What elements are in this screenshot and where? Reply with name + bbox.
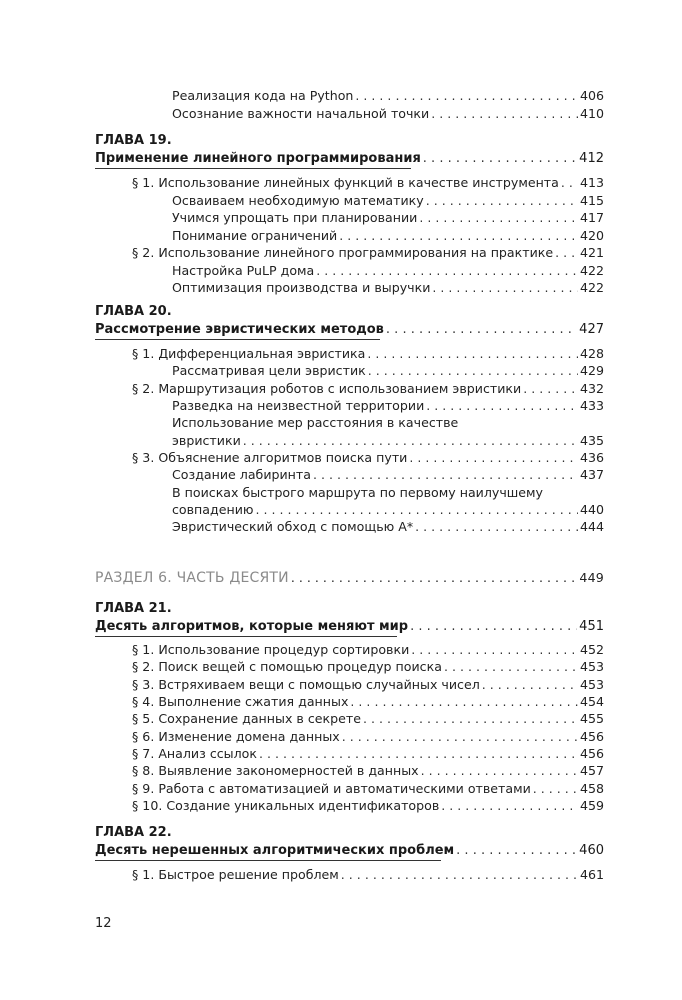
entry-title: Реализация кода на Python (172, 88, 354, 103)
toc-entry: § 3. Объяснение алгоритмов поиска пути . . . 436 (132, 449, 604, 467)
chapter-underline (95, 636, 397, 637)
chapter-21-heading: ГЛАВА 21. (95, 601, 172, 616)
toc-entry: § 1. Использование процедур сортировки . . . 452 (132, 641, 604, 659)
chapter-underline (95, 168, 411, 169)
toc-entry: Создание лабиринта . . . 437 (172, 466, 604, 484)
chapter-21-title: Десять алгоритмов, которые меняют мир . . . 451 (95, 618, 604, 636)
toc-entry: § 6. Изменение домена данных . . . 456 (132, 728, 604, 746)
entry-first-line: В поисках быстрого маршрута по первому наилучшему (172, 485, 544, 500)
toc-entry: § 2. Маршрутизация роботов с использованием эвристики . . . 432 (132, 380, 604, 398)
toc-entry: § 9. Работа с автоматизацией и автоматическими ответами . . . 458 (132, 780, 604, 798)
toc-entry (172, 87, 604, 105)
entry-first-line: Использование мер расстояния в качестве (172, 415, 459, 430)
chapter-underline (95, 339, 380, 340)
entry-title: Осознание важности начальной точки (172, 106, 430, 121)
toc-entry: § 1. Использование линейных функций в качестве инструмента . . . 413 (132, 174, 604, 192)
toc-entry: эвристики . . . 435 (172, 432, 604, 450)
chapter-22-heading: ГЛАВА 22. (95, 825, 172, 840)
chapter-19-heading: ГЛАВА 19. (95, 133, 172, 148)
toc-entry: § 1. Дифференциальная эвристика . . . 428 (132, 345, 604, 363)
chapter-20-title: Рассмотрение эвристических методов . . . 427 (95, 321, 604, 339)
toc-entry: § 4. Выполнение сжатия данных . . . 454 (132, 693, 604, 711)
toc-entry: Разведка на неизвестной территории . . . 433 (172, 397, 604, 415)
chapter-22-title: Десять нерешенных алгоритмических проблем . . . 460 (95, 842, 604, 860)
section-6-heading: РАЗДЕЛ 6. ЧАСТЬ ДЕСЯТИ . . . 449 (95, 569, 604, 587)
toc-entry: § 2. Поиск вещей с помощью процедур поиска . . . 453 (132, 658, 604, 676)
chapter-20-heading: ГЛАВА 20. (95, 304, 172, 319)
toc-entry: § 2. Использование линейного программирования на практике . . . 421 (132, 244, 604, 262)
toc-entry: Осваиваем необходимую математику . . . 415 (172, 192, 604, 210)
chapter-underline (95, 860, 441, 861)
toc-entry: Оптимизация производства и выручки . . . 422 (172, 279, 604, 297)
toc-entry: Эвристический обход с помощью A* . . . 444 (172, 518, 604, 536)
toc-entry: Понимание ограничений . . . 420 (172, 227, 604, 245)
entry-page: 410 (579, 106, 604, 121)
toc-entry: Учимся упрощать при планировании . . . 417 (172, 209, 604, 227)
page-number: 12 (95, 916, 112, 931)
toc-entry: § 1. Быстрое решение проблем . . . 461 (132, 866, 604, 884)
toc-entry: Рассматривая цели эвристик . . . 429 (172, 362, 604, 380)
toc-entry: § 5. Сохранение данных в секрете . . . 455 (132, 710, 604, 728)
entry-page: 406 (579, 88, 604, 103)
toc-entry: § 8. Выявление закономерностей в данных . . . 457 (132, 762, 604, 780)
toc-entry (172, 105, 604, 123)
chapter-19-title: Применение линейного программирования . . . 412 (95, 150, 604, 168)
toc-entry: § 7. Анализ ссылок . . . 456 (132, 745, 604, 763)
toc-entry: совпадению . . . 440 (172, 501, 604, 519)
toc-entry: § 3. Встряхиваем вещи с помощью случайных чисел . . . 453 (132, 676, 604, 694)
toc-entry: Настройка PuLP дома . . . 422 (172, 262, 604, 280)
toc-entry: § 10. Создание уникальных идентификаторов . . . 459 (132, 797, 604, 815)
